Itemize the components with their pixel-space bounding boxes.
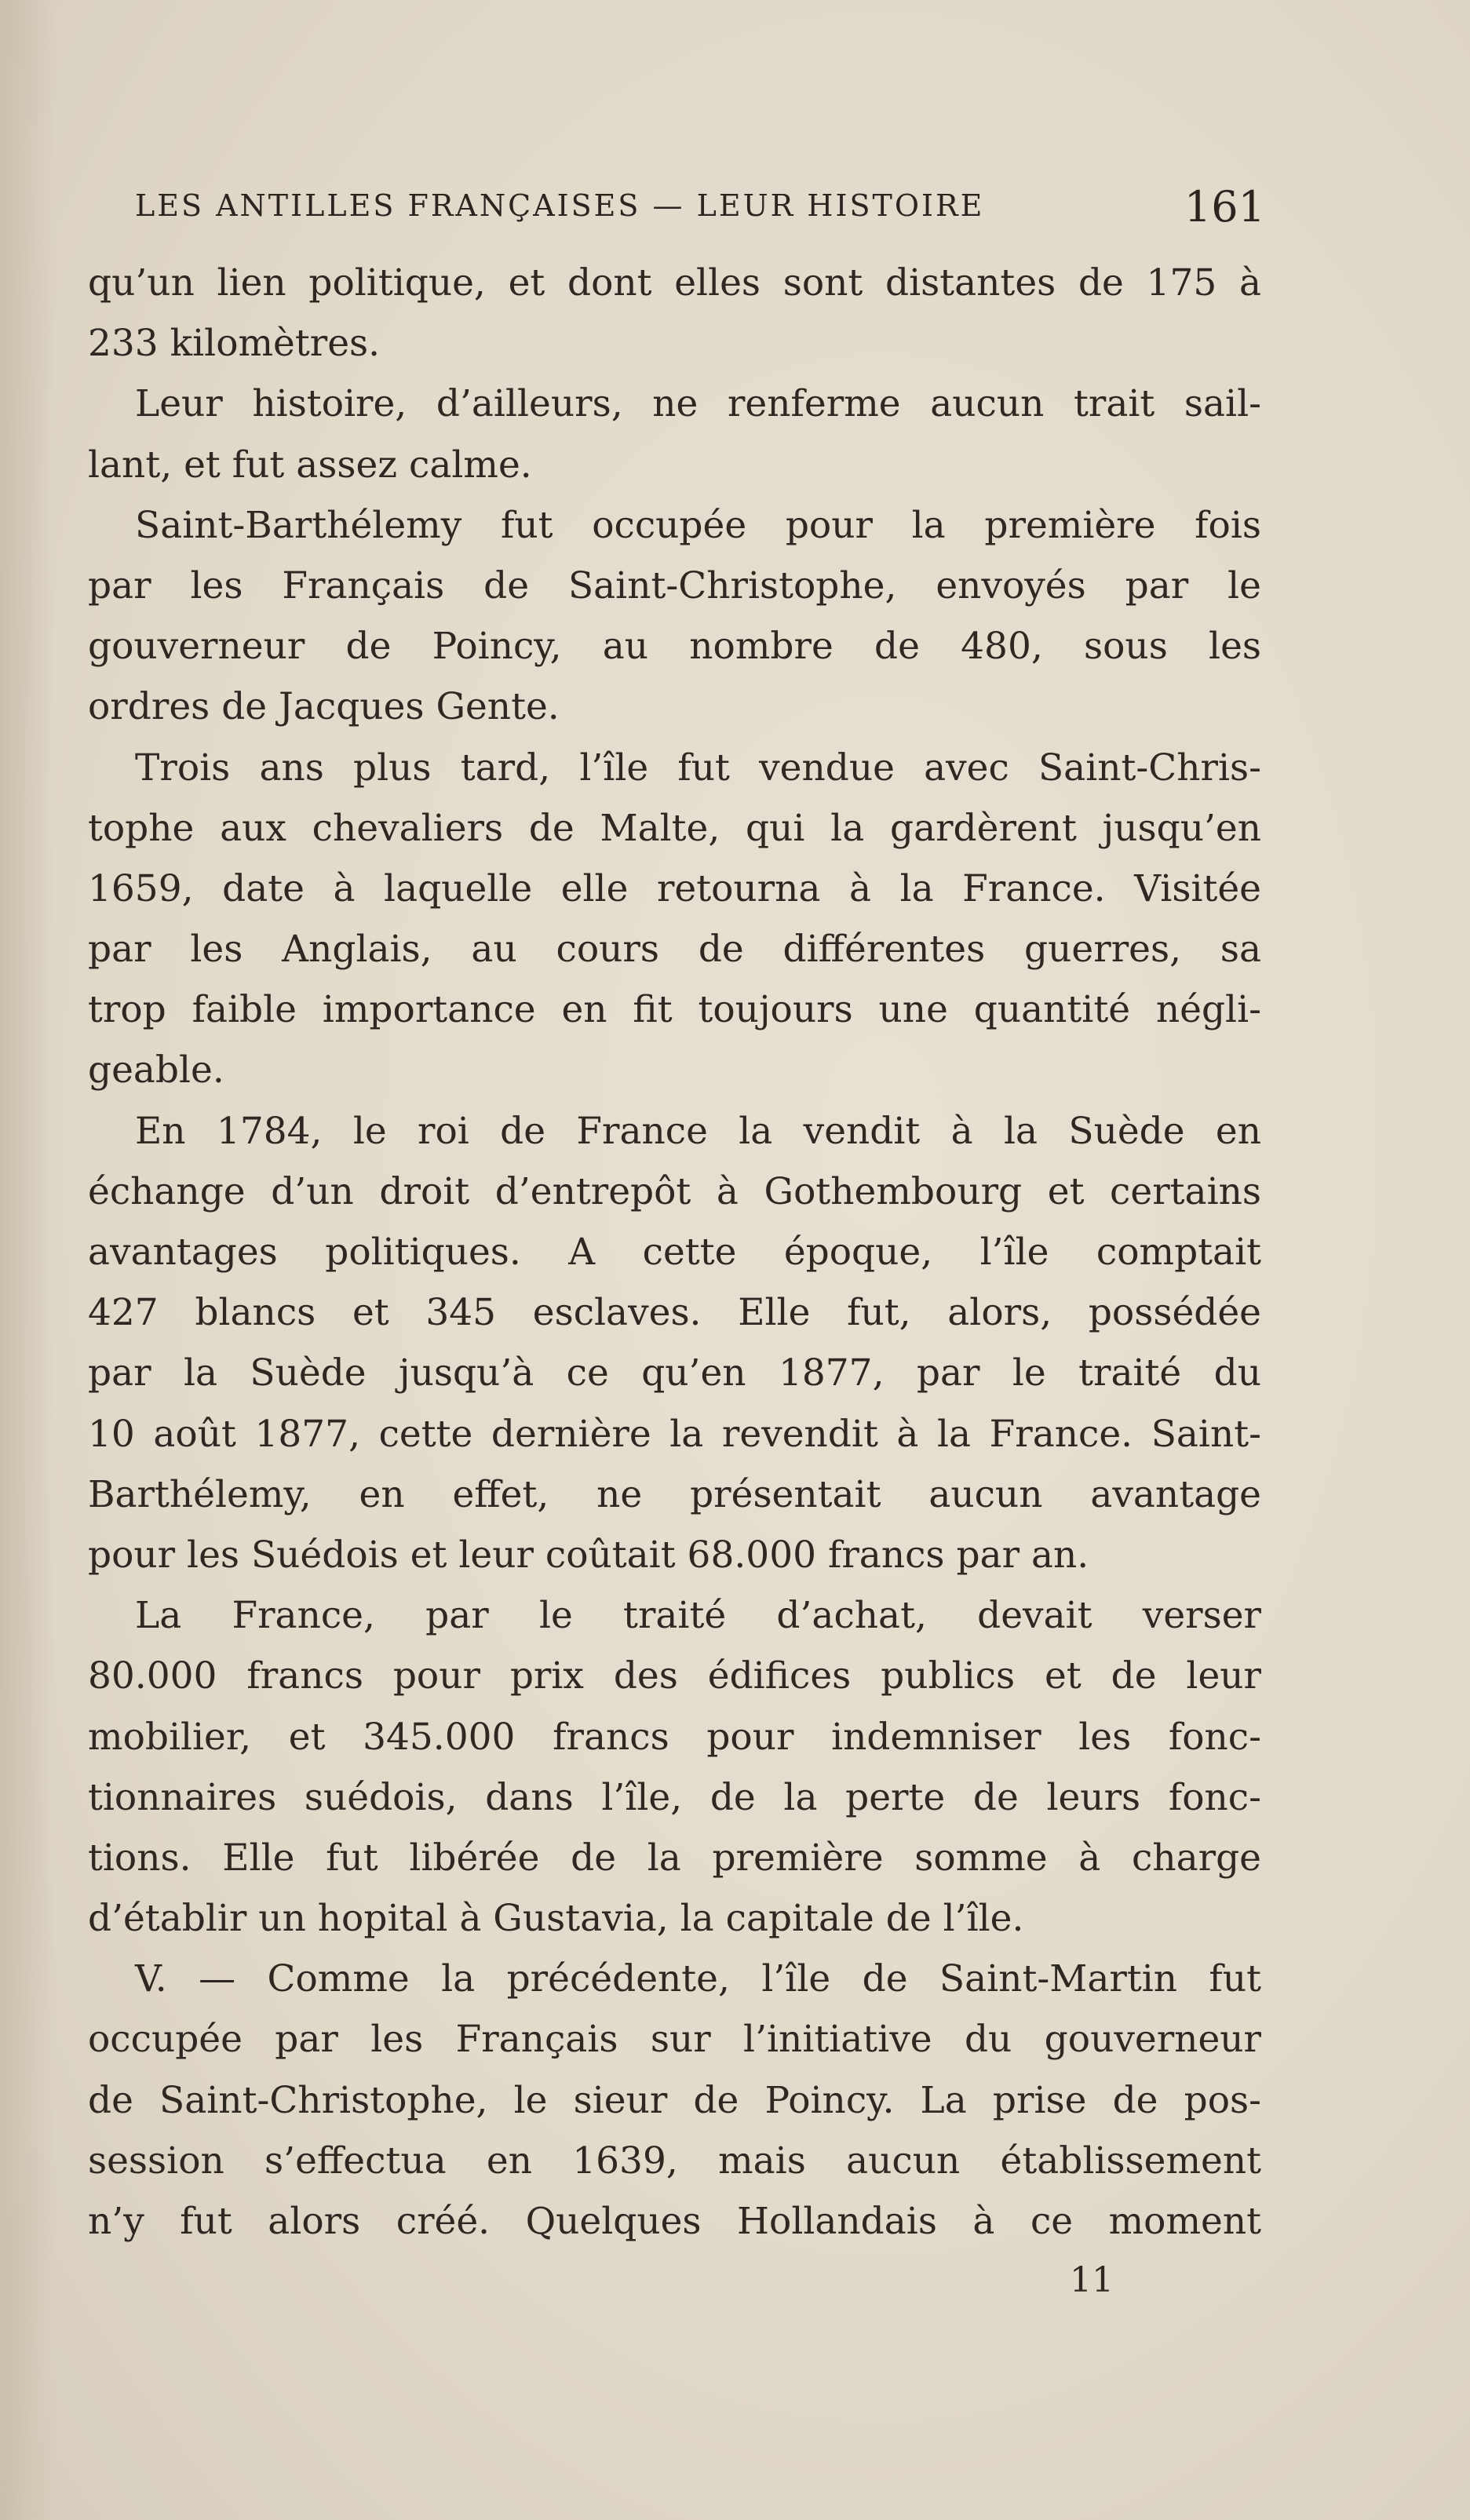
text-line: qu’un lien politique, et dont elles sont distantes de 175 à <box>88 261 1261 305</box>
text-line: Saint-Barthélemy fut occupée pour la première fois <box>135 503 1261 547</box>
text-line: avantages politiques. A cette époque, l’île comptait <box>88 1231 1261 1274</box>
text-line: lant, et fut assez calme. <box>88 443 532 487</box>
body-text <box>88 253 1261 2252</box>
text-line: occupée par les Français sur l’initiative du gouverneur <box>88 2018 1261 2062</box>
text-line: par la Suède jusqu’à ce qu’en 1877, par le traité du <box>88 1351 1261 1395</box>
text-line: ordres de Jacques Gente. <box>88 685 560 729</box>
text-line: Barthélemy, en effet, ne présentait aucun avantage <box>88 1472 1261 1516</box>
text-line: n’y fut alors créé. Quelques Hollandais à ce moment <box>88 2200 1261 2243</box>
text-line: pour les Suédois et leur coûtait 68.000 francs par an. <box>88 1533 1089 1577</box>
text-line: tions. Elle fut libérée de la première somme à charge <box>88 1836 1261 1880</box>
text-line: Trois ans plus tard, l’île fut vendue avec Saint-Chris- <box>135 746 1261 790</box>
text-line: échange d’un droit d’entrepôt à Gothembourg et certains <box>88 1169 1261 1213</box>
text-line: Leur histoire, d’ailleurs, ne renferme aucun trait sail- <box>135 382 1261 426</box>
text-line: mobilier, et 345.000 francs pour indemniser les fonc- <box>88 1715 1261 1759</box>
running-title: LES ANTILLES FRANÇAISES — LEUR HISTOIRE <box>135 188 985 223</box>
text-line: 427 blancs et 345 esclaves. Elle fut, alors, possédée <box>88 1291 1261 1335</box>
text-line: de Saint-Christophe, le sieur de Poincy. La prise de pos- <box>88 2078 1261 2122</box>
text-line: 233 kilomètres. <box>88 322 381 366</box>
gutter-shadow <box>0 0 55 2520</box>
text-line: V. — Comme la précédente, l’île de Saint-Martin fut <box>135 1957 1261 2001</box>
text-line: tionnaires suédois, dans l’île, de la perte de leurs fonc- <box>88 1775 1261 1819</box>
text-line: En 1784, le roi de France la vendit à la Suède en <box>135 1109 1261 1153</box>
text-line: 10 août 1877, cette dernière la revendit à la France. Saint- <box>88 1412 1261 1456</box>
page-number: 161 <box>1184 182 1265 232</box>
signature-mark: 11 <box>1070 2260 1114 2300</box>
text-line: session s’effectua en 1639, mais aucun établissement <box>88 2139 1261 2183</box>
text-line: tophe aux chevaliers de Malte, qui la gardèrent jusqu’en <box>88 806 1261 850</box>
text-line: par les Anglais, au cours de différentes guerres, sa <box>88 928 1261 972</box>
text-line: trop faible importance en fit toujours une quantité négli- <box>88 988 1261 1032</box>
text-line: La France, par le traité d’achat, devait verser <box>135 1594 1261 1638</box>
text-line: gouverneur de Poincy, au nombre de 480, sous les <box>88 625 1261 669</box>
page-header <box>135 182 1265 237</box>
text-line: 80.000 francs pour prix des édifices publics et de leur <box>88 1654 1261 1698</box>
text-line: d’établir un hopital à Gustavia, la capitale de l’île. <box>88 1897 1024 1941</box>
text-line: 1659, date à laquelle elle retourna à la France. Visitée <box>88 866 1261 910</box>
text-line: geable. <box>88 1048 224 1092</box>
text-line: par les Français de Saint-Christophe, envoyés par le <box>88 563 1261 607</box>
